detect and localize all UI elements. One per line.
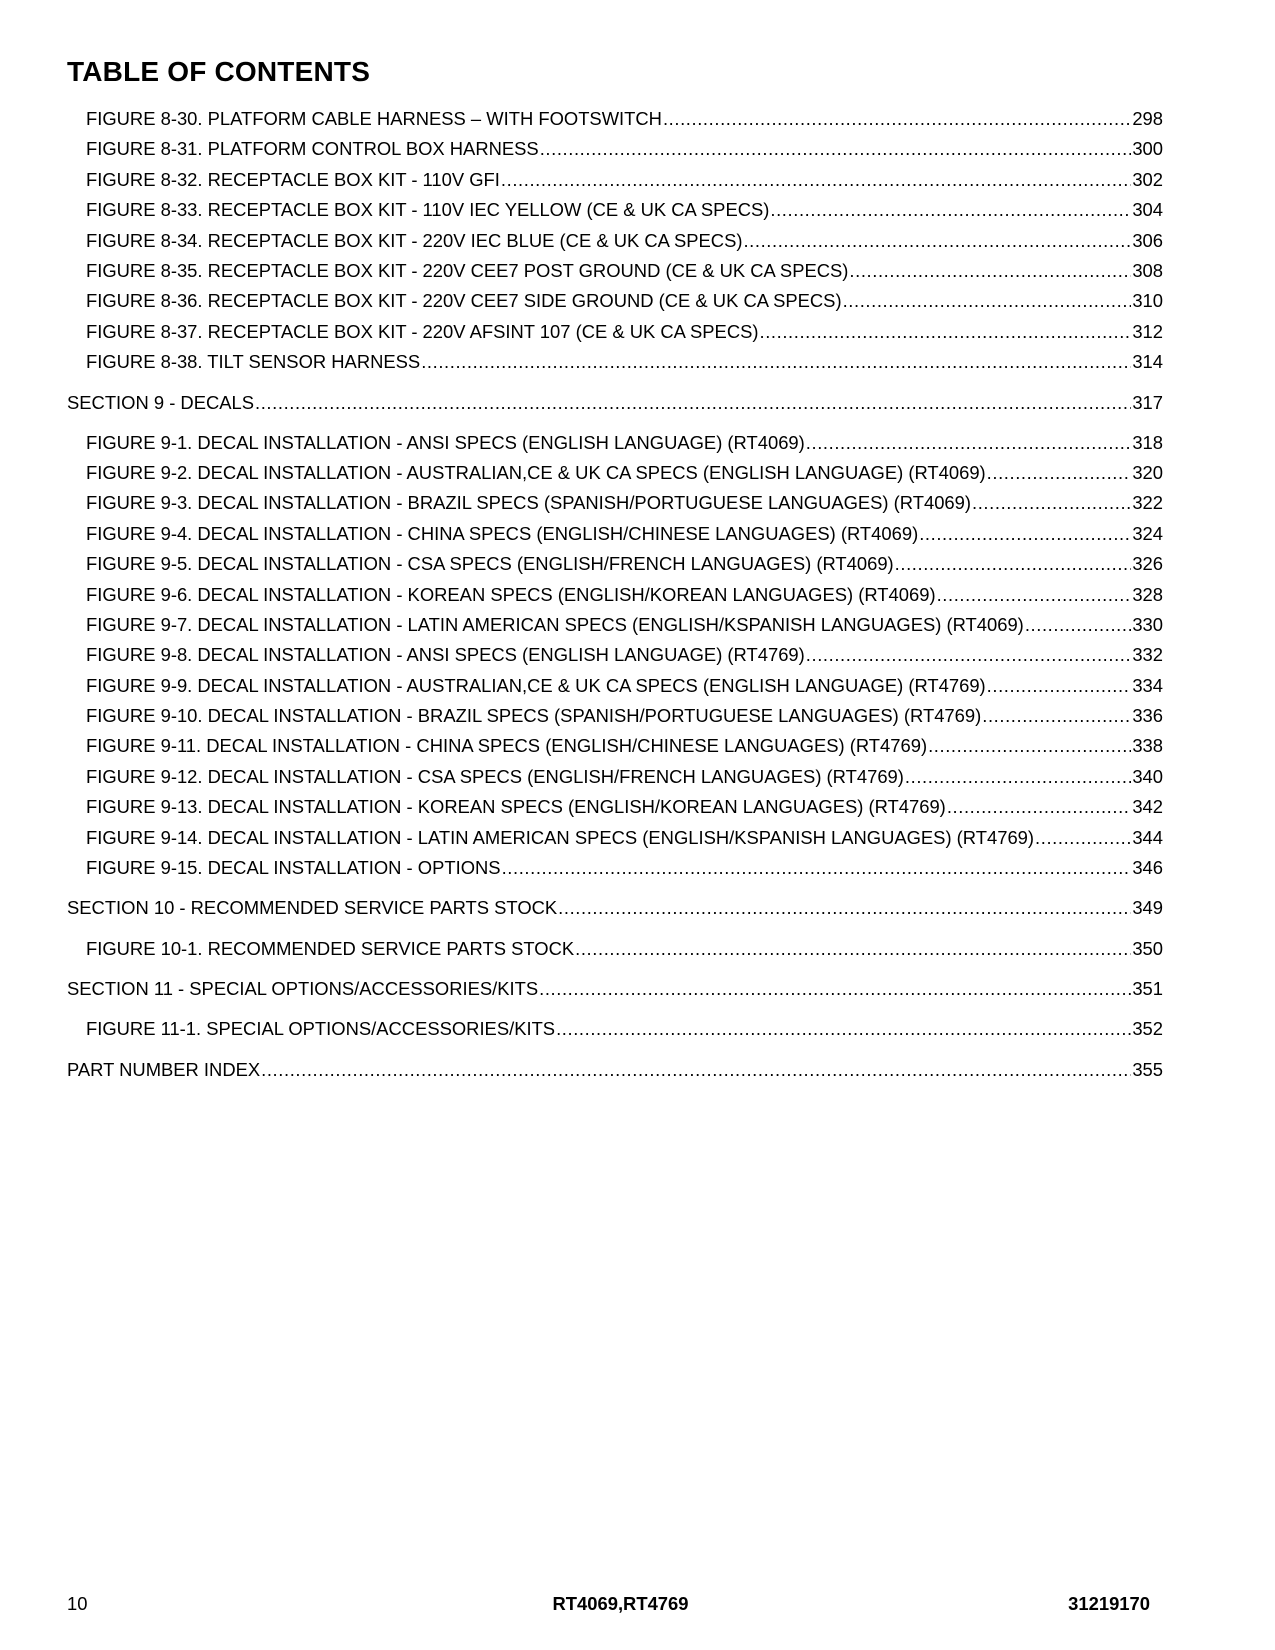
- toc-entry-page: 326: [1132, 553, 1163, 574]
- dot-leader: [919, 522, 1131, 546]
- toc-entry-label: FIGURE 9-2. DECAL INSTALLATION - AUSTRALIAN,CE & UK CA SPECS (ENGLISH LANGUAGE) (RT4069): [86, 462, 986, 483]
- dot-leader: [770, 198, 1131, 222]
- dot-leader: [501, 168, 1131, 192]
- toc-entry-page: 317: [1132, 392, 1163, 413]
- toc-entry-page: 352: [1132, 1018, 1163, 1039]
- dot-leader: [928, 734, 1131, 758]
- toc-entry-label: FIGURE 8-38. TILT SENSOR HARNESS: [86, 351, 421, 372]
- toc-entry-page: 308: [1132, 260, 1163, 281]
- toc-entry[interactable]: [86, 704, 1163, 728]
- toc-entry[interactable]: [86, 937, 1163, 961]
- toc-entry-page: 338: [1132, 735, 1163, 756]
- toc-entry[interactable]: [86, 431, 1163, 455]
- toc-entry-page: 320: [1132, 462, 1163, 483]
- toc-entry-label: FIGURE 8-32. RECEPTACLE BOX KIT - 110V GFI: [86, 169, 500, 190]
- toc-entry-label: PART NUMBER INDEX: [67, 1059, 261, 1080]
- toc-entry[interactable]: [86, 734, 1163, 758]
- toc-entry-label: FIGURE 9-6. DECAL INSTALLATION - KOREAN SPECS (ENGLISH/KOREAN LANGUAGES) (RT4069): [86, 584, 936, 605]
- toc-entry-page: 302: [1132, 169, 1163, 190]
- toc-entry-label: FIGURE 9-1. DECAL INSTALLATION - ANSI SPECS (ENGLISH LANGUAGE) (RT4069): [86, 432, 805, 453]
- toc-entry-label: FIGURE 9-7. DECAL INSTALLATION - LATIN AMERICAN SPECS (ENGLISH/KSPANISH LANGUAGES) (RT4069): [86, 614, 1024, 635]
- toc-entry-page: 310: [1132, 290, 1163, 311]
- toc-entry-label: FIGURE 10-1. RECOMMENDED SERVICE PARTS STOCK: [86, 938, 575, 959]
- toc-entry[interactable]: [86, 198, 1163, 222]
- toc-entry-label: SECTION 9 - DECALS: [67, 392, 255, 413]
- toc-entry[interactable]: [86, 350, 1163, 374]
- dot-leader: [558, 896, 1131, 920]
- dot-leader: [806, 643, 1132, 667]
- toc-entry[interactable]: [86, 613, 1163, 637]
- dot-leader: [849, 259, 1131, 283]
- toc-entry-page: 298: [1132, 108, 1163, 129]
- toc-entry-page: 349: [1132, 897, 1163, 918]
- dot-leader: [987, 674, 1132, 698]
- toc-entry-label: FIGURE 9-4. DECAL INSTALLATION - CHINA SPECS (ENGLISH/CHINESE LANGUAGES) (RT4069): [86, 523, 919, 544]
- toc-entry-label: FIGURE 8-37. RECEPTACLE BOX KIT - 220V AFSINT 107 (CE & UK CA SPECS): [86, 321, 759, 342]
- toc-entry[interactable]: [86, 795, 1163, 819]
- toc-entry-page: 306: [1132, 230, 1163, 251]
- toc-entry-page: 300: [1132, 138, 1163, 159]
- toc-entry[interactable]: [86, 491, 1163, 515]
- toc-entry[interactable]: [67, 977, 1163, 1001]
- dot-leader: [540, 137, 1132, 161]
- dot-leader: [947, 795, 1132, 819]
- toc-entry-label: FIGURE 8-35. RECEPTACLE BOX KIT - 220V CEE7 POST GROUND (CE & UK CA SPECS): [86, 260, 849, 281]
- dot-leader: [663, 107, 1131, 131]
- toc-entry[interactable]: [67, 1058, 1163, 1082]
- page-title: TABLE OF CONTENTS: [67, 56, 371, 87]
- toc-entry[interactable]: [86, 137, 1163, 161]
- dot-leader: [982, 704, 1131, 728]
- toc-entry[interactable]: [86, 583, 1163, 607]
- toc-entry-page: 350: [1132, 938, 1163, 959]
- dot-leader: [255, 391, 1131, 415]
- toc-entry-label: SECTION 11 - SPECIAL OPTIONS/ACCESSORIES/KITS: [67, 978, 539, 999]
- toc-entry-label: FIGURE 9-12. DECAL INSTALLATION - CSA SPECS (ENGLISH/FRENCH LANGUAGES) (RT4769): [86, 766, 904, 787]
- toc-entry-label: FIGURE 9-3. DECAL INSTALLATION - BRAZIL SPECS (SPANISH/PORTUGUESE LANGUAGES) (RT4069): [86, 492, 972, 513]
- toc-entry[interactable]: [86, 107, 1163, 131]
- toc-entry-label: FIGURE 11-1. SPECIAL OPTIONS/ACCESSORIES/KITS: [86, 1018, 556, 1039]
- dot-leader: [937, 583, 1132, 607]
- toc-entry-label: FIGURE 9-15. DECAL INSTALLATION - OPTIONS: [86, 857, 501, 878]
- toc-entry[interactable]: [86, 259, 1163, 283]
- toc-entry-page: 322: [1132, 492, 1163, 513]
- footer-model: RT4069,RT4769: [552, 1593, 689, 1614]
- toc-entry[interactable]: [86, 552, 1163, 576]
- toc-entry-label: FIGURE 8-30. PLATFORM CABLE HARNESS – WITH FOOTSWITCH: [86, 108, 662, 129]
- toc-entry-label: FIGURE 9-14. DECAL INSTALLATION - LATIN AMERICAN SPECS (ENGLISH/KSPANISH LANGUAGES) (RT4769): [86, 827, 1035, 848]
- dot-leader: [421, 350, 1131, 374]
- dot-leader: [843, 289, 1132, 313]
- dot-leader: [261, 1058, 1131, 1082]
- toc-entry-page: 342: [1132, 796, 1163, 817]
- toc-entry[interactable]: [86, 765, 1163, 789]
- toc-entry[interactable]: [86, 522, 1163, 546]
- toc-entry-label: FIGURE 9-10. DECAL INSTALLATION - BRAZIL SPECS (SPANISH/PORTUGUESE LANGUAGES) (RT4769): [86, 705, 982, 726]
- footer-document-number: 31219170: [1068, 1593, 1150, 1614]
- toc-entry-label: FIGURE 9-9. DECAL INSTALLATION - AUSTRALIAN,CE & UK CA SPECS (ENGLISH LANGUAGE) (RT4769): [86, 675, 986, 696]
- dot-leader: [539, 977, 1131, 1001]
- toc-entry-label: FIGURE 9-8. DECAL INSTALLATION - ANSI SPECS (ENGLISH LANGUAGE) (RT4769): [86, 644, 805, 665]
- toc-entry-page: 318: [1132, 432, 1163, 453]
- dot-leader: [760, 320, 1132, 344]
- dot-leader: [556, 1017, 1131, 1041]
- toc-entry-page: 304: [1132, 199, 1163, 220]
- toc-entry-page: 330: [1132, 614, 1163, 635]
- toc-entry-label: FIGURE 9-13. DECAL INSTALLATION - KOREAN SPECS (ENGLISH/KOREAN LANGUAGES) (RT4769): [86, 796, 946, 817]
- toc-entry-label: FIGURE 8-34. RECEPTACLE BOX KIT - 220V IEC BLUE (CE & UK CA SPECS): [86, 230, 743, 251]
- toc-entry[interactable]: [86, 229, 1163, 253]
- dot-leader: [1025, 613, 1132, 637]
- toc-entry-label: FIGURE 9-5. DECAL INSTALLATION - CSA SPECS (ENGLISH/FRENCH LANGUAGES) (RT4069): [86, 553, 894, 574]
- dot-leader: [987, 461, 1132, 485]
- toc-entry-page: 334: [1132, 675, 1163, 696]
- dot-leader: [895, 552, 1132, 576]
- dot-leader: [905, 765, 1131, 789]
- dot-leader: [806, 431, 1132, 455]
- toc-entry-page: 351: [1132, 978, 1163, 999]
- toc-entry-label: SECTION 10 - RECOMMENDED SERVICE PARTS STOCK: [67, 897, 558, 918]
- toc-entry[interactable]: [86, 643, 1163, 667]
- toc-entry[interactable]: [86, 320, 1163, 344]
- dot-leader: [972, 491, 1131, 515]
- toc-entry[interactable]: [86, 826, 1163, 850]
- dot-leader: [743, 229, 1131, 253]
- toc-entry-label: FIGURE 9-11. DECAL INSTALLATION - CHINA SPECS (ENGLISH/CHINESE LANGUAGES) (RT4769): [86, 735, 928, 756]
- dot-leader: [502, 856, 1132, 880]
- toc-entry[interactable]: [86, 168, 1163, 192]
- toc-entry-page: 314: [1132, 351, 1163, 372]
- toc-entry-page: 340: [1132, 766, 1163, 787]
- toc-entry-page: 324: [1132, 523, 1163, 544]
- toc-entry[interactable]: [86, 856, 1163, 880]
- dot-leader: [575, 937, 1131, 961]
- toc-entry-page: 344: [1132, 827, 1163, 848]
- footer-page-number: 10: [67, 1593, 88, 1614]
- toc-entry[interactable]: [86, 1017, 1163, 1041]
- toc-entry-page: 332: [1132, 644, 1163, 665]
- toc-entry-label: FIGURE 8-31. PLATFORM CONTROL BOX HARNESS: [86, 138, 539, 159]
- toc-entry-label: FIGURE 8-36. RECEPTACLE BOX KIT - 220V CEE7 SIDE GROUND (CE & UK CA SPECS): [86, 290, 842, 311]
- toc-entry-page: 312: [1132, 321, 1163, 342]
- toc-entry[interactable]: [67, 896, 1163, 920]
- toc-entry-page: 346: [1132, 857, 1163, 878]
- toc-entry[interactable]: [86, 289, 1163, 313]
- toc-entry-page: 328: [1132, 584, 1163, 605]
- toc-entry[interactable]: [67, 391, 1163, 415]
- toc-entry-page: 336: [1132, 705, 1163, 726]
- toc-entry-label: FIGURE 8-33. RECEPTACLE BOX KIT - 110V IEC YELLOW (CE & UK CA SPECS): [86, 199, 770, 220]
- toc-entry[interactable]: [86, 461, 1163, 485]
- dot-leader: [1035, 826, 1131, 850]
- toc-entry-page: 355: [1132, 1059, 1163, 1080]
- toc-entry[interactable]: [86, 674, 1163, 698]
